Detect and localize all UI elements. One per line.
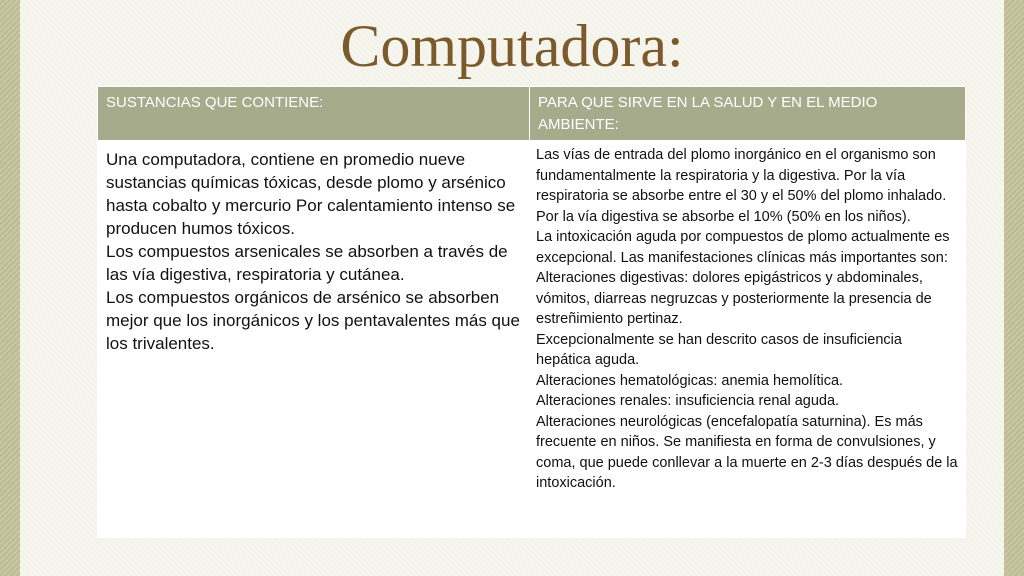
content-row — [98, 141, 966, 538]
right-paragraph: Alteraciones neurológicas (encefalopatía saturnina). Es más frecuente en niños. Se manifiesta en forma de convulsiones, y coma, que puede conllevar a la muerte en 2-3 días después de la intoxicación. — [536, 413, 958, 491]
right-paragraph: La intoxicación aguda por compuestos de plomo actualmente es excepcional. Las manifestaciones clínicas más importantes son: — [536, 229, 950, 266]
content-table — [97, 86, 966, 538]
substances-cell — [98, 141, 530, 538]
left-paragraph: Los compuestos arsenicales se absorben a través de las vía digestiva, respiratoria y cutánea. — [106, 242, 508, 284]
header-purpose: PARA QUE SIRVE EN LA SALUD Y EN EL MEDIO AMBIENTE: — [530, 87, 966, 141]
slide-title: Computadora: — [340, 13, 684, 79]
left-paragraph: Una computadora, contiene en promedio nueve sustancias químicas tóxicas, desde plomo y arsénico hasta cobalto y mercurio Por calentamiento intenso se producen humos tóxicos. — [106, 150, 516, 238]
right-paragraph: Las vías de entrada del plomo inorgánico en el organismo son fundamentalmente la respiratoria y la digestiva. Por la vía respiratoria se absorbe entre el 30 y el 50% del plomo inhalado. Por la vía digestiva se absorbe el 10% (50% en los niños). — [536, 147, 947, 225]
left-decorative-band — [0, 0, 20, 576]
right-paragraph: Alteraciones renales: insuficiencia renal aguda. — [536, 393, 840, 409]
right-paragraph: Alteraciones digestivas: dolores epigástricos y abdominales, vómitos, diarreas negruzcas y posteriormente la presencia de estreñimiento pertinaz. — [536, 270, 932, 327]
right-paragraph: Excepcionalmente se han descrito casos de insuficiencia hepática aguda. — [536, 331, 902, 368]
header-substances: SUSTANCIAS QUE CONTIENE: — [98, 87, 530, 141]
left-paragraph: Los compuestos orgánicos de arsénico se absorben mejor que los inorgánicos y los pentavalentes más que los trivalentes. — [106, 288, 520, 353]
header-row — [98, 87, 966, 141]
right-decorative-band — [1004, 0, 1024, 576]
purpose-cell — [530, 141, 966, 538]
right-paragraph: Alteraciones hematológicas: anemia hemolítica. — [536, 372, 844, 389]
